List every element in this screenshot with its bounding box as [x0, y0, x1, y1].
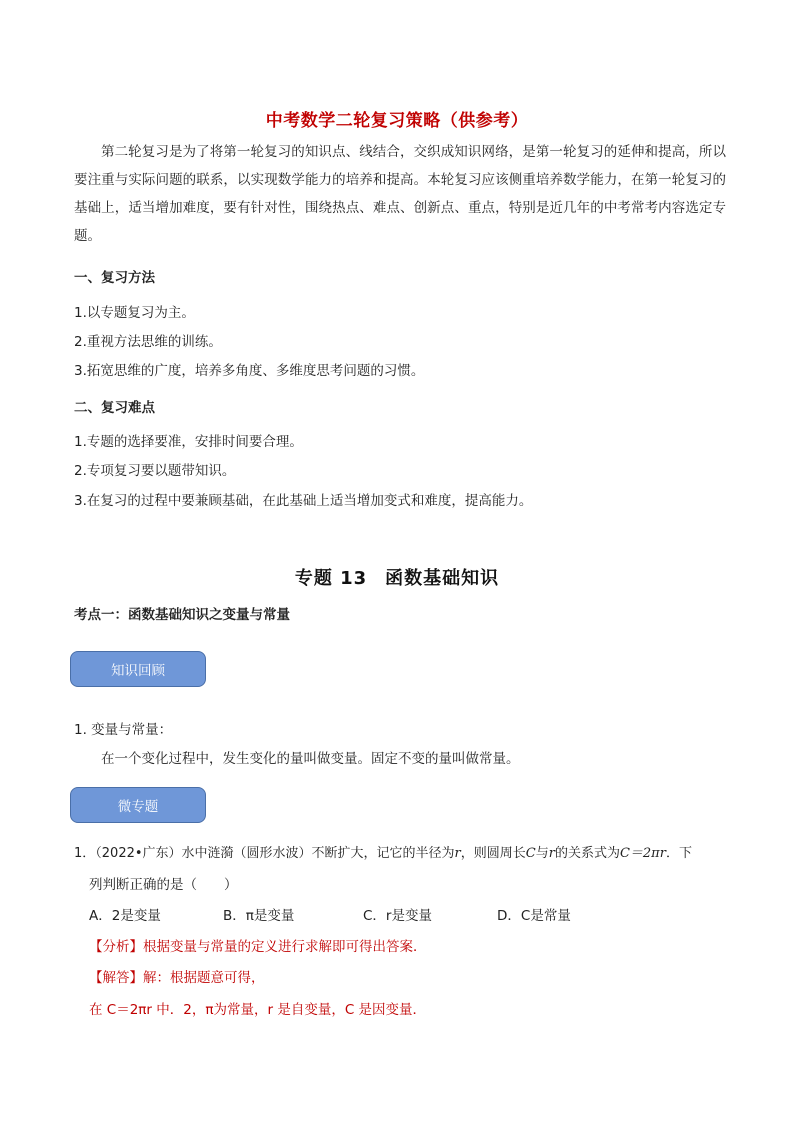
option-c: C．r是变量: [363, 908, 432, 924]
question-text-part: ，则圆周长: [460, 846, 526, 861]
knowledge-item-text: 在一个变化过程中，发生变化的量叫做变量。固定不变的量叫做常量。: [101, 751, 520, 767]
formula: C＝2πr: [619, 846, 666, 861]
intro-paragraph: 第二轮复习是为了将第一轮复习的知识点、线结合，交织成知识网络，是第一轮复习的延伸和提高，所以要注重与实际问题的联系，以实现数学能力的培养和提高。本轮复习应该侧重培养数学能力，在第一轮复习的基础上，适当增加难度，要有针对性，围绕热点、难点、创新点、重点，特别是近几年的中考常考内容选定专题。: [74, 144, 726, 244]
topic-name: 函数基础知识: [385, 568, 500, 589]
section2-item-2: 2.专项复习要以题带知识。: [74, 463, 236, 479]
section1-heading: 一、复习方法: [74, 270, 155, 286]
question-text-part: 与: [535, 846, 549, 861]
section2-item-1: 1.专题的选择要准，安排时间要合理。: [74, 434, 303, 450]
section1-item-2: 2.重视方法思维的训练。: [74, 334, 222, 350]
micro-topic-badge: 微专题: [70, 787, 206, 823]
topic-number: 专题 13: [294, 568, 368, 589]
option-d: D．C是常量: [497, 908, 571, 924]
topic-title: [0, 564, 794, 590]
analysis-text: 【分析】根据变量与常量的定义进行求解即可得出答案．: [89, 939, 427, 955]
page-title: 中考数学二轮复习策略（供参考）: [265, 111, 529, 131]
variable-r: r: [548, 846, 555, 861]
variable-C: C: [525, 846, 536, 861]
section1-item-1: 1.以专题复习为主。: [74, 305, 195, 321]
question-text-part: ．下: [665, 846, 692, 861]
section2-item-3: 3.在复习的过程中要兼顾基础，在此基础上适当增加变式和难度，提高能力。: [74, 493, 533, 509]
answer-label: 【解答】解：根据题意可得，: [89, 970, 265, 986]
point-heading: 考点一：函数基础知识之变量与常量: [74, 607, 290, 623]
question-text-part: 的关系式为: [554, 846, 620, 861]
question-text-part: 1．（2022•广东）水中涟漪（圆形水波）不断扩大，记它的半径为: [74, 846, 455, 861]
question-line-2: 列判断正确的是（ ）: [89, 877, 238, 893]
question-line-1: [74, 842, 740, 861]
answer-line: 在 C＝2πr 中．2，π为常量，r 是自变量，C 是因变量．: [89, 1002, 427, 1018]
option-a: A．2是变量: [89, 908, 161, 924]
section1-item-3: 3.拓宽思维的广度，培养多角度、多维度思考问题的习惯。: [74, 363, 425, 379]
knowledge-item-title: 1. 变量与常量：: [74, 722, 173, 738]
knowledge-review-badge: 知识回顾: [70, 651, 206, 687]
option-b: B．π是变量: [223, 908, 295, 924]
section2-heading: 二、复习难点: [74, 400, 155, 416]
variable-r: r: [454, 846, 461, 861]
